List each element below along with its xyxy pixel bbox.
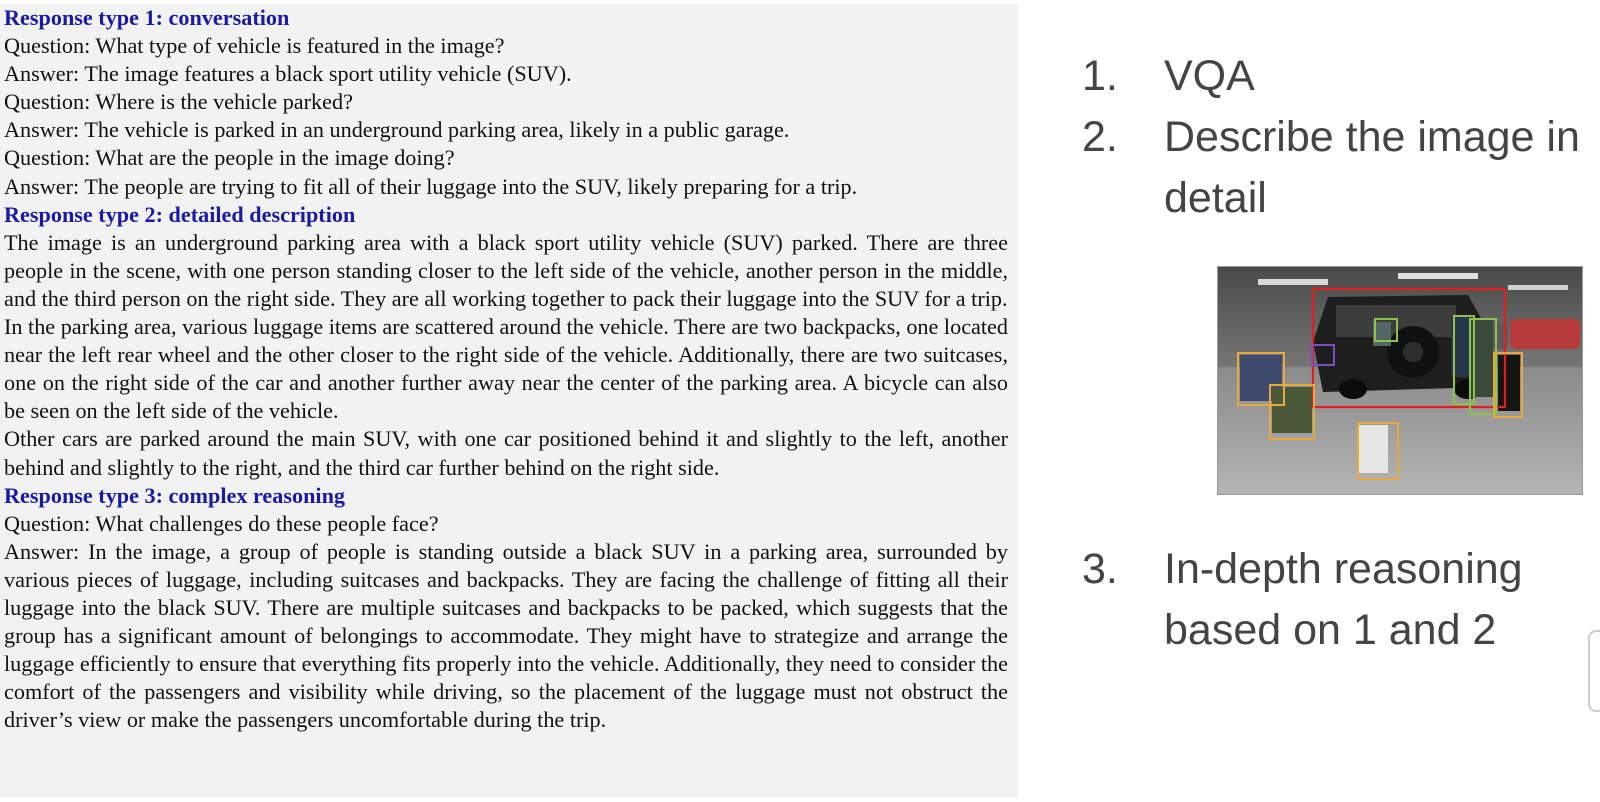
parking-garage-suv-photo xyxy=(1217,266,1583,495)
reasoning-question: Question: What challenges do these people face? xyxy=(4,510,439,536)
description-paragraph: Other cars are parked around the main SUV, with one car positioned behind it and slightly to the left, another behind and slightly to the right, and the third car further behind on the right side. xyxy=(4,426,1008,480)
list-number: 3. xyxy=(1082,545,1118,593)
list-number: 1. xyxy=(1082,52,1118,100)
background-car xyxy=(1510,319,1580,349)
photo-svg xyxy=(1218,267,1583,495)
ceiling-light xyxy=(1398,273,1478,279)
list-text: In-depth reasoning xyxy=(1164,545,1523,593)
list-text: based on 1 and 2 xyxy=(1164,606,1497,654)
reasoning-answer: Answer: In the image, a group of people is standing outside a black SUV in a parking area, surrounded by various pieces of luggage, including suitcases and backpacks. They are facing the challenge of fitting all their luggage into the black SUV. There are multiple suitcases and backpacks to be packed, which suggests that the group has a significant amount of belongings to accommodate. They might have to strategize and arrange the luggage efficiently to ensure that everything fits properly into the vehicle. Additionally, they need to consider the comfort of the passengers and visibility while driving, so the placement of the luggage must not obstruct the driver’s view or make the passengers uncomfortable during the trip. xyxy=(4,538,1008,733)
backpack-white xyxy=(1358,425,1388,473)
scroll-handle[interactable] xyxy=(1588,630,1600,712)
ceiling-light xyxy=(1258,279,1328,285)
description-paragraph: In the parking area, various luggage items are scattered around the vehicle. There are two backpacks, one located near the left rear wheel and the other closer to the right side of the vehicle. Additionally, there are two suitcases, one on the right side of the car and another further away near the center of the parking area. A bicycle can also be seen on the left side of the vehicle. xyxy=(4,314,1008,424)
list-text: detail xyxy=(1164,174,1267,222)
backpack xyxy=(1272,387,1312,433)
conversation-line: Answer: The image features a black sport utility vehicle (SUV). xyxy=(4,61,572,87)
list-text: VQA xyxy=(1164,52,1255,100)
list-text: Describe the image in xyxy=(1164,113,1580,161)
spare-tire-rim xyxy=(1403,342,1423,362)
response-type-3-heading: Response type 3: complex reasoning xyxy=(4,482,346,508)
ceiling-light xyxy=(1508,285,1568,290)
description-paragraph: The image is an underground parking area with a black sport utility vehicle (SUV) parked. There are three people in the scene, with one person standing closer to the left side of the vehicle, another person in the middle, and the third person on the right side. They are all working together to pack their luggage into the SUV for a trip. xyxy=(4,229,1008,311)
wheel xyxy=(1339,379,1367,399)
suitcase xyxy=(1498,355,1520,411)
paper-excerpt-panel xyxy=(0,4,1018,797)
conversation-line: Question: What are the people in the image doing? xyxy=(4,145,455,171)
response-type-1-heading: Response type 1: conversation xyxy=(4,5,290,30)
list-number: 2. xyxy=(1082,113,1118,161)
conversation-line: Question: Where is the vehicle parked? xyxy=(4,89,353,115)
conversation-line: Answer: The people are trying to fit all of their luggage into the SUV, likely preparing for a trip. xyxy=(4,173,858,199)
conversation-line: Question: What type of vehicle is featured in the image? xyxy=(4,33,505,59)
response-type-2-heading: Response type 2: detailed description xyxy=(4,201,356,227)
conversation-line: Answer: The vehicle is parked in an underground parking area, likely in a public garage. xyxy=(4,117,790,143)
